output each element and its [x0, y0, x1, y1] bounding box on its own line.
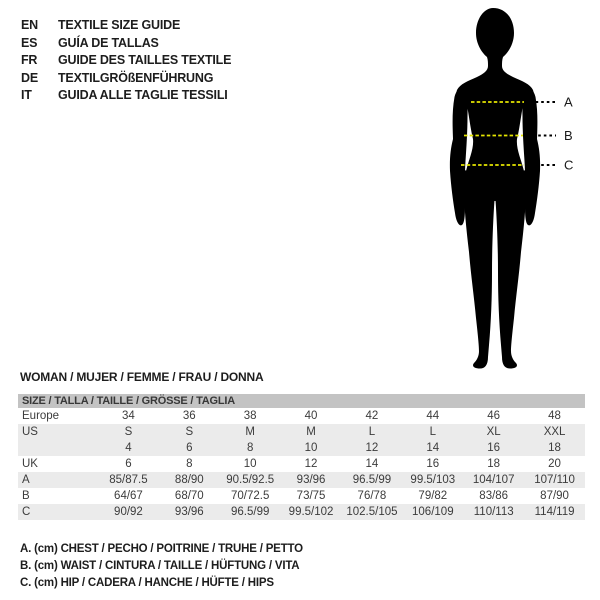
- size-value: M: [245, 426, 255, 438]
- row-label: B: [22, 490, 30, 502]
- language-title: GUIDE DES TAILLES TEXTILE: [58, 53, 232, 67]
- size-value: 110/113: [473, 506, 514, 518]
- size-value: 42: [365, 410, 379, 422]
- row-label: UK: [22, 458, 38, 470]
- size-value: 90.5/92.5: [226, 474, 275, 486]
- size-value: 68/70: [174, 490, 204, 502]
- size-value: 18: [548, 442, 561, 454]
- language-title: TEXTILGRÖßENFÜHRUNG: [58, 70, 214, 85]
- size-value: 36: [182, 410, 196, 422]
- size-value: 4: [125, 442, 132, 454]
- language-row: [21, 35, 231, 53]
- language-title: TEXTILE SIZE GUIDE: [58, 18, 181, 32]
- size-value: 46: [487, 410, 501, 422]
- size-value: 34: [122, 410, 135, 422]
- size-value: 99.5/103: [410, 474, 456, 486]
- woman-silhouette-graphic: [430, 0, 598, 375]
- size-value: 106/109: [412, 506, 454, 518]
- size-value: 6: [186, 442, 193, 454]
- size-value: XL: [486, 426, 501, 438]
- size-value: L: [368, 426, 376, 438]
- size-value: 14: [426, 442, 440, 454]
- language-code: EN: [21, 18, 38, 32]
- size-value: 88/90: [174, 474, 204, 486]
- size-value: 93/96: [174, 506, 204, 518]
- section-title-woman: WOMAN / MUJER / FEMME / FRAU / DONNA: [20, 370, 264, 384]
- language-row: [21, 17, 231, 35]
- legend-hip: C. (cm) HIP / CADERA / HANCHE / HÜFTE / HIPS: [20, 576, 274, 589]
- size-value: 102.5/105: [346, 506, 398, 518]
- size-value: 107/110: [534, 474, 575, 486]
- language-code: DE: [21, 70, 38, 85]
- size-value: 20: [548, 458, 561, 470]
- size-value: 12: [365, 442, 379, 454]
- language-row: [21, 70, 231, 88]
- size-table: [18, 394, 585, 520]
- hip-marker-label: C: [564, 157, 574, 173]
- size-value: 6: [125, 458, 132, 470]
- size-value: 64/67: [114, 490, 143, 502]
- size-value: 87/90: [540, 490, 569, 502]
- language-code: IT: [21, 88, 32, 102]
- size-value: 99.5/102: [288, 506, 334, 518]
- size-value: 73/75: [296, 490, 326, 502]
- legend-chest: A. (cm) CHEST / PECHO / POITRINE / TRUHE / PETTO: [20, 543, 303, 555]
- size-value: 70/72.5: [231, 490, 270, 502]
- size-value: 114/119: [534, 506, 575, 518]
- table-row-us-numeric: [18, 440, 585, 456]
- body-measurement-figure: [430, 0, 598, 375]
- size-value: 12: [304, 458, 318, 470]
- size-value: 79/82: [418, 490, 448, 502]
- language-code: ES: [21, 35, 38, 50]
- row-label: Europe: [22, 410, 60, 422]
- legend-waist: B. (cm) WAIST / CINTURA / TAILLE / HÜFTUNG / VITA: [20, 559, 300, 572]
- language-row: [21, 52, 231, 70]
- size-value: 93/96: [296, 474, 326, 486]
- language-row: [21, 87, 231, 105]
- measure-legend: [20, 541, 303, 592]
- size-value: 90/92: [114, 506, 143, 518]
- size-value: S: [124, 426, 133, 438]
- silhouette-left-leg: [464, 170, 495, 369]
- size-value: 10: [304, 442, 318, 454]
- size-value: L: [429, 426, 437, 438]
- size-value: 16: [426, 458, 440, 470]
- row-label: US: [22, 426, 38, 438]
- size-value: 38: [243, 410, 257, 422]
- silhouette-right-leg: [496, 170, 527, 369]
- row-label: A: [22, 474, 30, 486]
- table-row-europe: [18, 408, 585, 424]
- row-label: [18, 440, 98, 456]
- size-value: XXL: [543, 426, 566, 438]
- size-value: 40: [304, 410, 318, 422]
- size-value: M: [306, 426, 316, 438]
- table-row-hip: [18, 504, 585, 520]
- language-code: FR: [21, 53, 38, 67]
- waist-marker-label: B: [564, 128, 573, 143]
- size-value: 16: [487, 442, 501, 454]
- size-value: 10: [243, 458, 257, 470]
- size-table-header: SIZE / TALLA / TAILLE / GRÖSSE / TAGLIA: [18, 394, 585, 408]
- row-label: C: [22, 506, 31, 518]
- size-value: 8: [246, 442, 254, 454]
- size-value: 44: [426, 410, 440, 422]
- size-value: 76/78: [357, 490, 387, 502]
- size-value: 48: [548, 410, 561, 422]
- table-row-us-letter: [18, 424, 585, 440]
- size-value: 104/107: [472, 474, 515, 486]
- size-value: 8: [186, 458, 193, 470]
- language-list: [21, 17, 231, 105]
- size-value: 14: [365, 458, 379, 470]
- size-value: 85/87.5: [109, 474, 148, 486]
- size-value: 18: [487, 458, 501, 470]
- table-row-uk: [18, 456, 585, 472]
- size-value: S: [185, 426, 194, 438]
- size-value: 96.5/99: [231, 506, 270, 518]
- size-value: 83/86: [479, 490, 509, 502]
- language-title: GUÍA DE TALLAS: [58, 35, 159, 50]
- language-title: GUIDA ALLE TAGLIE TESSILI: [58, 88, 228, 102]
- chest-marker-label: A: [564, 94, 573, 110]
- size-value: 96.5/99: [352, 474, 392, 486]
- table-row-waist: [18, 488, 585, 504]
- table-row-chest: [18, 472, 585, 488]
